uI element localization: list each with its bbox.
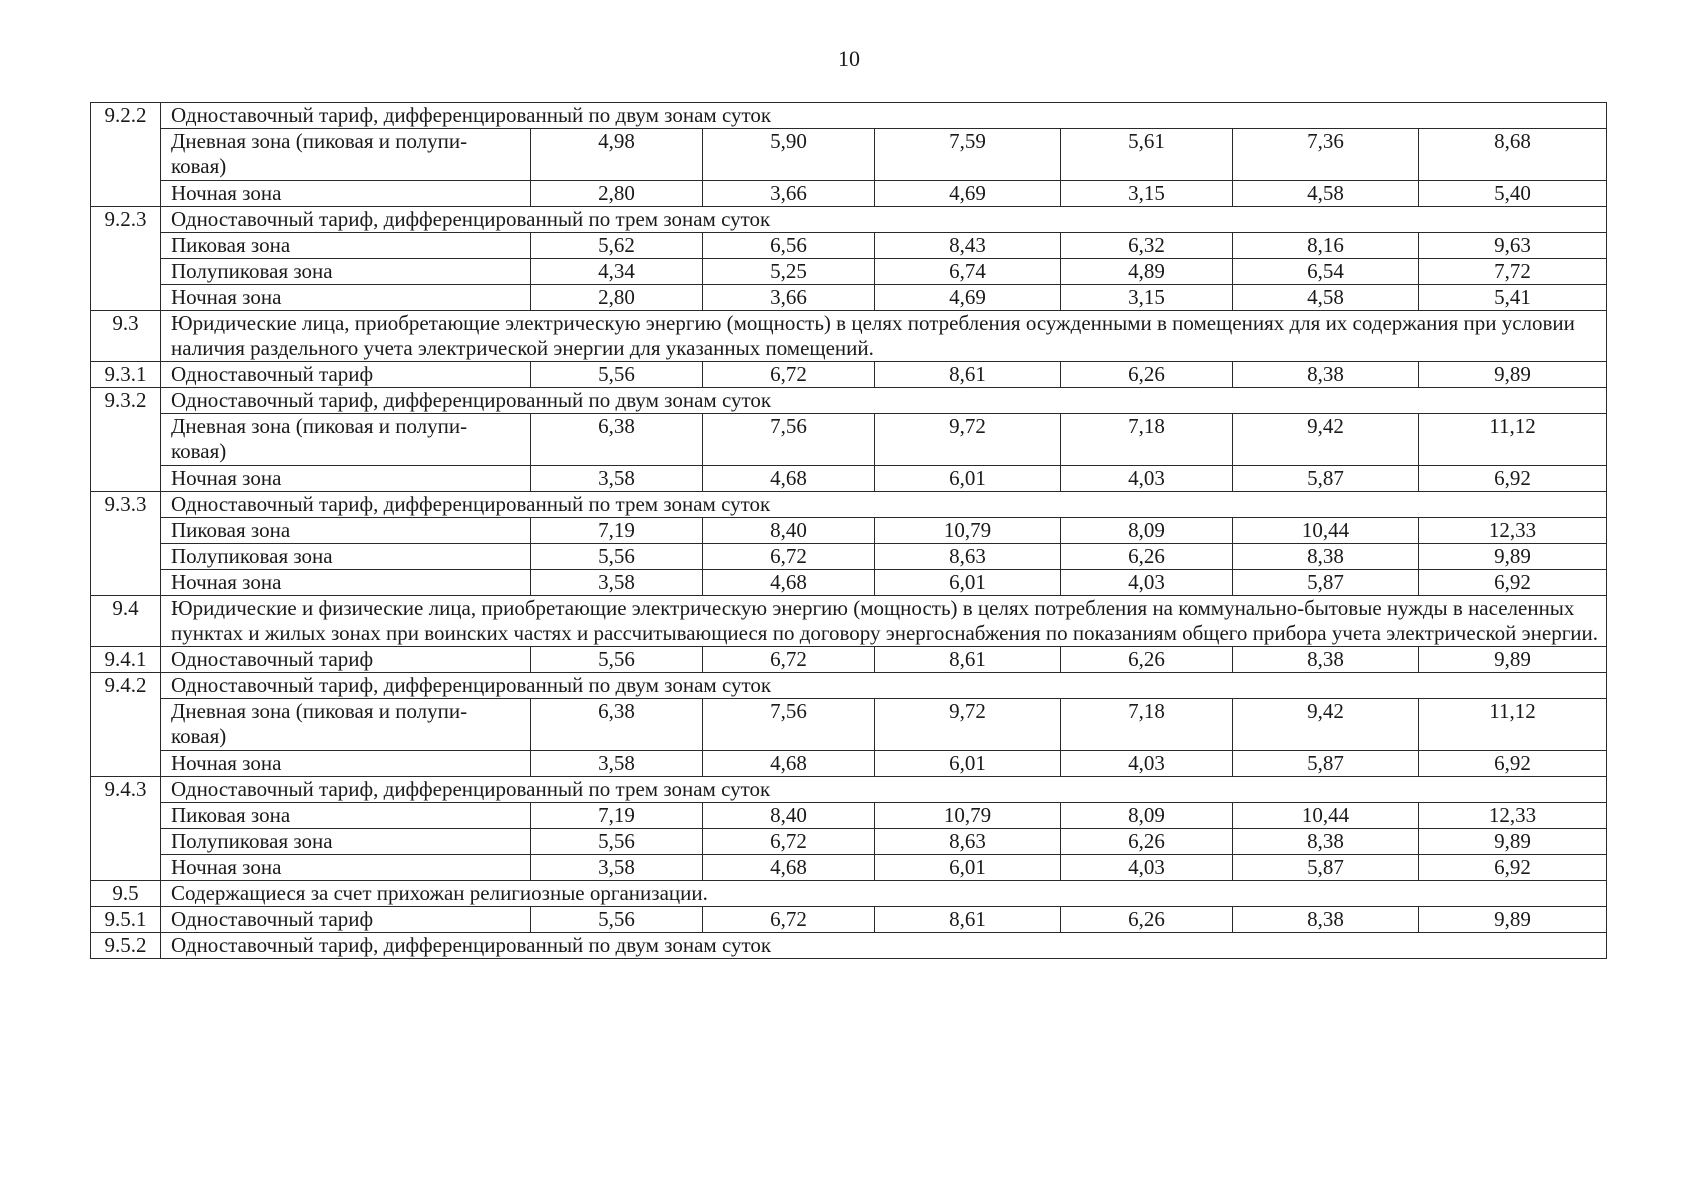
tariff-row: [91, 414, 1607, 466]
tariff-value: 9,89: [1419, 362, 1607, 388]
tariff-value: 5,40: [1419, 181, 1607, 207]
tariff-value: 9,89: [1419, 647, 1607, 673]
section-title: Содержащиеся за счет прихожан религиозные организации.: [161, 881, 1607, 907]
row-code: 9.3.1: [91, 362, 161, 388]
tariff-value: 5,56: [531, 647, 703, 673]
tariff-value: 5,56: [531, 362, 703, 388]
tariff-value: 3,58: [531, 751, 703, 777]
tariff-value: 4,68: [703, 855, 875, 881]
tariff-row: [91, 466, 1607, 492]
tariff-value: 6,54: [1233, 259, 1419, 285]
tariff-value: 8,38: [1233, 829, 1419, 855]
tariff-value: 9,63: [1419, 233, 1607, 259]
section-row: [91, 673, 1607, 699]
tariff-value: 9,42: [1233, 699, 1419, 751]
tariff-value: 4,58: [1233, 181, 1419, 207]
tariff-value: 11,12: [1419, 414, 1607, 466]
tariff-value: 8,38: [1233, 647, 1419, 673]
tariff-label: Полупиковая зона: [161, 829, 531, 855]
section-title: Одноставочный тариф, дифференцированный по двум зонам суток: [161, 933, 1607, 959]
tariff-value: 4,03: [1061, 751, 1233, 777]
tariff-value: 4,69: [875, 285, 1061, 311]
tariff-value: 6,72: [703, 544, 875, 570]
section-title: Одноставочный тариф, дифференцированный по трем зонам суток: [161, 207, 1607, 233]
tariff-value: 8,68: [1419, 129, 1607, 181]
tariff-row: [91, 285, 1607, 311]
section-title: Одноставочный тариф, дифференцированный по трем зонам суток: [161, 777, 1607, 803]
row-code: [91, 829, 161, 855]
tariff-value: 7,56: [703, 414, 875, 466]
tariff-value: 5,61: [1061, 129, 1233, 181]
tariff-value: 7,59: [875, 129, 1061, 181]
tariff-row: [91, 544, 1607, 570]
row-code: 9.4.3: [91, 777, 161, 803]
tariff-value: 7,72: [1419, 259, 1607, 285]
tariff-row: [91, 518, 1607, 544]
section-row: [91, 596, 1607, 647]
tariff-label: Ночная зона: [161, 855, 531, 881]
row-code: [91, 803, 161, 829]
tariff-value: 9,42: [1233, 414, 1419, 466]
tariff-label: Ночная зона: [161, 751, 531, 777]
section-row: [91, 777, 1607, 803]
tariff-value: 8,38: [1233, 362, 1419, 388]
tariff-row: [91, 233, 1607, 259]
row-code: 9.5: [91, 881, 161, 907]
tariff-value: 7,36: [1233, 129, 1419, 181]
section-title: Одноставочный тариф, дифференцированный по двум зонам суток: [161, 103, 1607, 129]
tariff-value: 6,01: [875, 855, 1061, 881]
row-code: [91, 544, 161, 570]
tariff-value: 4,03: [1061, 855, 1233, 881]
tariff-table: [90, 102, 1607, 959]
tariff-label: Полупиковая зона: [161, 544, 531, 570]
tariff-row: [91, 803, 1607, 829]
tariff-value: 11,12: [1419, 699, 1607, 751]
tariff-value: 6,32: [1061, 233, 1233, 259]
row-code: [91, 259, 161, 285]
tariff-value: 4,03: [1061, 466, 1233, 492]
tariff-value: 10,44: [1233, 803, 1419, 829]
tariff-value: 2,80: [531, 285, 703, 311]
section-row: [91, 492, 1607, 518]
tariff-value: 6,26: [1061, 647, 1233, 673]
tariff-label: Одноставочный тариф: [161, 647, 531, 673]
tariff-label: Пиковая зона: [161, 518, 531, 544]
tariff-row: [91, 647, 1607, 673]
section-row: [91, 311, 1607, 362]
tariff-value: 7,56: [703, 699, 875, 751]
tariff-row: [91, 181, 1607, 207]
row-code: 9.4: [91, 596, 161, 647]
row-code: [91, 855, 161, 881]
tariff-value: 4,98: [531, 129, 703, 181]
tariff-value: 7,18: [1061, 699, 1233, 751]
tariff-value: 6,26: [1061, 829, 1233, 855]
row-code: [91, 751, 161, 777]
tariff-value: 6,01: [875, 751, 1061, 777]
tariff-value: 8,63: [875, 544, 1061, 570]
tariff-value: 7,18: [1061, 414, 1233, 466]
tariff-value: 6,92: [1419, 855, 1607, 881]
tariff-value: 9,89: [1419, 907, 1607, 933]
row-code: 9.3.2: [91, 388, 161, 414]
row-code: [91, 570, 161, 596]
tariff-value: 7,19: [531, 803, 703, 829]
tariff-row: [91, 129, 1607, 181]
tariff-value: 6,26: [1061, 544, 1233, 570]
tariff-value: 8,63: [875, 829, 1061, 855]
tariff-value: 4,68: [703, 751, 875, 777]
tariff-value: 8,09: [1061, 518, 1233, 544]
tariff-label: Дневная зона (пиковая и полупи- ковая): [161, 414, 531, 466]
tariff-value: 9,89: [1419, 544, 1607, 570]
tariff-label: Одноставочный тариф: [161, 362, 531, 388]
tariff-label: Пиковая зона: [161, 233, 531, 259]
tariff-label: Пиковая зона: [161, 803, 531, 829]
row-code: [91, 129, 161, 181]
section-row: [91, 933, 1607, 959]
tariff-value: 10,79: [875, 518, 1061, 544]
section-row: [91, 388, 1607, 414]
row-code: 9.3.3: [91, 492, 161, 518]
tariff-value: 6,92: [1419, 570, 1607, 596]
tariff-value: 6,01: [875, 570, 1061, 596]
tariff-label: Дневная зона (пиковая и полупи- ковая): [161, 129, 531, 181]
row-code: 9.5.2: [91, 933, 161, 959]
tariff-value: 5,25: [703, 259, 875, 285]
tariff-value: 5,87: [1233, 751, 1419, 777]
tariff-value: 10,44: [1233, 518, 1419, 544]
tariff-value: 12,33: [1419, 803, 1607, 829]
tariff-row: [91, 259, 1607, 285]
tariff-value: 8,16: [1233, 233, 1419, 259]
tariff-value: 6,92: [1419, 751, 1607, 777]
tariff-value: 5,41: [1419, 285, 1607, 311]
row-code: [91, 699, 161, 751]
tariff-value: 8,40: [703, 518, 875, 544]
tariff-row: [91, 362, 1607, 388]
row-code: [91, 233, 161, 259]
tariff-value: 2,80: [531, 181, 703, 207]
tariff-value: 12,33: [1419, 518, 1607, 544]
tariff-row: [91, 751, 1607, 777]
row-code: 9.5.1: [91, 907, 161, 933]
tariff-value: 5,87: [1233, 466, 1419, 492]
tariff-value: 8,61: [875, 362, 1061, 388]
tariff-value: 6,72: [703, 907, 875, 933]
tariff-value: 6,72: [703, 829, 875, 855]
section-title: Одноставочный тариф, дифференцированный по двум зонам суток: [161, 673, 1607, 699]
tariff-value: 8,61: [875, 907, 1061, 933]
tariff-value: 8,61: [875, 647, 1061, 673]
section-title: Одноставочный тариф, дифференцированный по трем зонам суток: [161, 492, 1607, 518]
tariff-label: Ночная зона: [161, 285, 531, 311]
tariff-value: 4,68: [703, 466, 875, 492]
tariff-value: 4,68: [703, 570, 875, 596]
tariff-value: 5,87: [1233, 570, 1419, 596]
tariff-value: 3,58: [531, 570, 703, 596]
row-code: [91, 285, 161, 311]
tariff-row: [91, 570, 1607, 596]
tariff-value: 8,43: [875, 233, 1061, 259]
section-title: Одноставочный тариф, дифференцированный по двум зонам суток: [161, 388, 1607, 414]
tariff-label: Ночная зона: [161, 466, 531, 492]
tariff-value: 3,58: [531, 855, 703, 881]
tariff-value: 8,09: [1061, 803, 1233, 829]
tariff-value: 9,72: [875, 414, 1061, 466]
row-code: [91, 466, 161, 492]
tariff-value: 6,26: [1061, 362, 1233, 388]
tariff-value: 4,89: [1061, 259, 1233, 285]
tariff-value: 3,66: [703, 285, 875, 311]
tariff-value: 8,38: [1233, 544, 1419, 570]
tariff-value: 4,34: [531, 259, 703, 285]
row-code: [91, 414, 161, 466]
tariff-label: Одноставочный тариф: [161, 907, 531, 933]
row-code: [91, 181, 161, 207]
row-code: [91, 518, 161, 544]
tariff-row: [91, 855, 1607, 881]
section-row: [91, 881, 1607, 907]
row-code: 9.2.2: [91, 103, 161, 129]
tariff-value: 10,79: [875, 803, 1061, 829]
table-body: [91, 103, 1607, 959]
tariff-value: 9,72: [875, 699, 1061, 751]
tariff-value: 8,38: [1233, 907, 1419, 933]
tariff-value: 4,69: [875, 181, 1061, 207]
tariff-row: [91, 907, 1607, 933]
tariff-label: Дневная зона (пиковая и полупи- ковая): [161, 699, 531, 751]
tariff-value: 3,15: [1061, 285, 1233, 311]
tariff-value: 6,74: [875, 259, 1061, 285]
tariff-value: 3,66: [703, 181, 875, 207]
tariff-value: 3,15: [1061, 181, 1233, 207]
tariff-value: 6,56: [703, 233, 875, 259]
tariff-row: [91, 829, 1607, 855]
tariff-value: 6,92: [1419, 466, 1607, 492]
section-row: [91, 103, 1607, 129]
tariff-label: Полупиковая зона: [161, 259, 531, 285]
page-number: 10: [838, 46, 860, 71]
tariff-value: 5,56: [531, 829, 703, 855]
section-title: Юридические и физические лица, приобретающие электрическую энергию (мощность) в целях потребления на коммунально-бытовые нужды в населенных пунктах и жилых зонах при воинских частях и рассчитывающиеся по договору энергоснабжения по показаниям общего прибора учета электрической энергии.: [161, 596, 1607, 647]
tariff-value: 5,62: [531, 233, 703, 259]
tariff-value: 5,90: [703, 129, 875, 181]
tariff-value: 5,87: [1233, 855, 1419, 881]
tariff-value: 6,72: [703, 362, 875, 388]
section-title: Юридические лица, приобретающие электрическую энергию (мощность) в целях потребления осужденными в помещениях для их содержания при условии наличия раздельного учета электрической энергии для указанных помещений.: [161, 311, 1607, 362]
tariff-value: 6,26: [1061, 907, 1233, 933]
tariff-value: 6,72: [703, 647, 875, 673]
tariff-value: 9,89: [1419, 829, 1607, 855]
tariff-row: [91, 699, 1607, 751]
row-code: 9.3: [91, 311, 161, 362]
tariff-value: 6,38: [531, 699, 703, 751]
tariff-value: 7,19: [531, 518, 703, 544]
tariff-value: 8,40: [703, 803, 875, 829]
row-code: 9.4.1: [91, 647, 161, 673]
row-code: 9.2.3: [91, 207, 161, 233]
tariff-value: 4,58: [1233, 285, 1419, 311]
tariff-value: 6,01: [875, 466, 1061, 492]
tariff-value: 5,56: [531, 544, 703, 570]
tariff-label: Ночная зона: [161, 181, 531, 207]
section-row: [91, 207, 1607, 233]
tariff-label: Ночная зона: [161, 570, 531, 596]
tariff-value: 4,03: [1061, 570, 1233, 596]
row-code: 9.4.2: [91, 673, 161, 699]
tariff-value: 6,38: [531, 414, 703, 466]
tariff-value: 5,56: [531, 907, 703, 933]
tariff-value: 3,58: [531, 466, 703, 492]
